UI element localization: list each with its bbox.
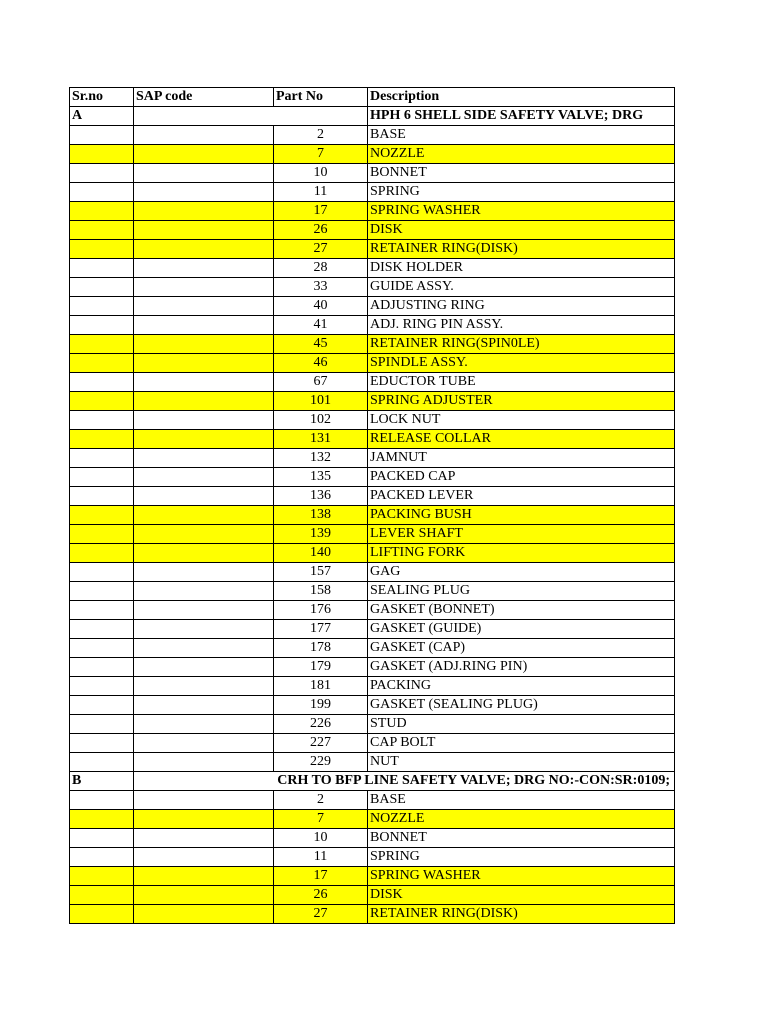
table-row <box>70 506 675 525</box>
sr-no-cell[interactable] <box>70 430 134 449</box>
header-row <box>70 88 675 107</box>
description-cell[interactable]: RETAINER RING(SPIN0LE) <box>368 335 675 354</box>
part-no-cell[interactable]: 46 <box>274 354 368 373</box>
sap-code-cell[interactable] <box>134 525 274 544</box>
table-row <box>70 886 675 905</box>
sr-no-cell[interactable] <box>70 468 134 487</box>
description-cell[interactable]: NOZZLE <box>368 145 675 164</box>
sr-no-cell[interactable] <box>70 620 134 639</box>
sap-code-cell[interactable] <box>134 487 274 506</box>
part-no-cell[interactable]: 131 <box>274 430 368 449</box>
part-no-cell[interactable]: 17 <box>274 202 368 221</box>
header-sap-code[interactable]: SAP code <box>134 88 274 107</box>
table-row <box>70 829 675 848</box>
sap-code-cell[interactable] <box>134 905 274 924</box>
sap-code-cell[interactable] <box>134 392 274 411</box>
part-no-cell[interactable]: 45 <box>274 335 368 354</box>
description-cell[interactable]: LIFTING FORK <box>368 544 675 563</box>
description-cell[interactable]: GASKET (BONNET) <box>368 601 675 620</box>
description-cell[interactable]: SPINDLE ASSY. <box>368 354 675 373</box>
sap-code-cell[interactable] <box>134 563 274 582</box>
part-no-cell[interactable]: 139 <box>274 525 368 544</box>
part-no-cell[interactable]: 27 <box>274 905 368 924</box>
table-row <box>70 734 675 753</box>
part-no-cell[interactable]: 67 <box>274 373 368 392</box>
sr-no-cell[interactable] <box>70 316 134 335</box>
part-no-cell[interactable]: 7 <box>274 145 368 164</box>
part-no-cell[interactable]: 135 <box>274 468 368 487</box>
description-cell[interactable]: GASKET (GUIDE) <box>368 620 675 639</box>
sap-code-cell[interactable] <box>134 354 274 373</box>
sap-code-cell[interactable] <box>134 810 274 829</box>
description-cell[interactable]: STUD <box>368 715 675 734</box>
sap-code-cell[interactable] <box>134 430 274 449</box>
table-row <box>70 753 675 772</box>
part-no-cell[interactable]: 10 <box>274 829 368 848</box>
description-cell[interactable]: PACKED LEVER <box>368 487 675 506</box>
sap-code-cell[interactable] <box>134 468 274 487</box>
part-no-cell[interactable]: 179 <box>274 658 368 677</box>
table-row <box>70 620 675 639</box>
sap-code-cell[interactable] <box>134 639 274 658</box>
table-row <box>70 354 675 373</box>
sr-no-cell[interactable] <box>70 563 134 582</box>
sr-no-cell[interactable] <box>70 848 134 867</box>
sap-code-cell[interactable] <box>134 316 274 335</box>
part-no-cell[interactable]: 17 <box>274 867 368 886</box>
sr-no-cell[interactable] <box>70 867 134 886</box>
sr-no-cell[interactable] <box>70 354 134 373</box>
table-row <box>70 145 675 164</box>
table-row <box>70 658 675 677</box>
header-sr-no[interactable]: Sr.no <box>70 88 134 107</box>
part-no-cell[interactable]: 157 <box>274 563 368 582</box>
sap-code-cell[interactable] <box>134 601 274 620</box>
part-no-cell[interactable]: 140 <box>274 544 368 563</box>
table-row <box>70 905 675 924</box>
table-row <box>70 677 675 696</box>
table-row <box>70 411 675 430</box>
section-sr-cell[interactable]: B <box>70 772 134 791</box>
sr-no-cell[interactable] <box>70 658 134 677</box>
table-row <box>70 867 675 886</box>
part-no-cell[interactable]: 178 <box>274 639 368 658</box>
description-cell[interactable]: LEVER SHAFT <box>368 525 675 544</box>
parts-table-body <box>70 88 675 924</box>
sr-no-cell[interactable] <box>70 145 134 164</box>
sr-no-cell[interactable] <box>70 278 134 297</box>
sr-no-cell[interactable] <box>70 639 134 658</box>
sap-code-cell[interactable] <box>134 829 274 848</box>
sr-no-cell[interactable] <box>70 810 134 829</box>
parts-table <box>69 87 675 924</box>
table-row <box>70 316 675 335</box>
part-no-cell[interactable]: 138 <box>274 506 368 525</box>
table-row <box>70 392 675 411</box>
table-row <box>70 278 675 297</box>
description-cell[interactable]: SEALING PLUG <box>368 582 675 601</box>
sap-code-cell[interactable] <box>134 696 274 715</box>
part-no-cell[interactable]: 41 <box>274 316 368 335</box>
sap-code-cell[interactable] <box>134 202 274 221</box>
sap-code-cell[interactable] <box>134 886 274 905</box>
sr-no-cell[interactable] <box>70 411 134 430</box>
table-row <box>70 848 675 867</box>
table-row <box>70 715 675 734</box>
description-cell[interactable]: PACKING BUSH <box>368 506 675 525</box>
sap-code-cell[interactable] <box>134 297 274 316</box>
description-cell[interactable]: SPRING <box>368 183 675 202</box>
sap-code-cell[interactable] <box>134 183 274 202</box>
sr-no-cell[interactable] <box>70 734 134 753</box>
sap-code-cell[interactable] <box>134 145 274 164</box>
sr-no-cell[interactable] <box>70 297 134 316</box>
part-no-cell[interactable]: 227 <box>274 734 368 753</box>
part-no-cell[interactable]: 132 <box>274 449 368 468</box>
table-row <box>70 525 675 544</box>
description-cell[interactable]: RELEASE COLLAR <box>368 430 675 449</box>
table-row <box>70 126 675 145</box>
description-cell[interactable]: DISK <box>368 221 675 240</box>
part-no-cell[interactable]: 2 <box>274 126 368 145</box>
description-cell[interactable]: NUT <box>368 753 675 772</box>
table-row <box>70 639 675 658</box>
sr-no-cell[interactable] <box>70 886 134 905</box>
sap-code-cell[interactable] <box>134 335 274 354</box>
sap-code-cell[interactable] <box>134 715 274 734</box>
description-cell[interactable]: SPRING WASHER <box>368 867 675 886</box>
sap-code-cell[interactable] <box>134 734 274 753</box>
sap-code-cell[interactable] <box>134 658 274 677</box>
part-no-cell[interactable]: 33 <box>274 278 368 297</box>
sap-code-cell[interactable] <box>134 620 274 639</box>
description-cell[interactable]: BASE <box>368 791 675 810</box>
description-cell[interactable]: SPRING WASHER <box>368 202 675 221</box>
table-row <box>70 582 675 601</box>
sr-no-cell[interactable] <box>70 373 134 392</box>
table-row <box>70 373 675 392</box>
sap-code-cell[interactable] <box>134 753 274 772</box>
sr-no-cell[interactable] <box>70 677 134 696</box>
sr-no-cell[interactable] <box>70 449 134 468</box>
description-cell[interactable]: LOCK NUT <box>368 411 675 430</box>
description-cell[interactable]: SPRING <box>368 848 675 867</box>
sr-no-cell[interactable] <box>70 525 134 544</box>
sap-code-cell[interactable] <box>134 411 274 430</box>
description-cell[interactable]: SPRING ADJUSTER <box>368 392 675 411</box>
sr-no-cell[interactable] <box>70 335 134 354</box>
sr-no-cell[interactable] <box>70 506 134 525</box>
sr-no-cell[interactable] <box>70 905 134 924</box>
sap-code-cell[interactable] <box>134 164 274 183</box>
description-cell[interactable]: GAG <box>368 563 675 582</box>
sap-code-cell[interactable] <box>134 848 274 867</box>
header-part-no[interactable]: Part No <box>274 88 368 107</box>
description-cell[interactable]: PACKING <box>368 677 675 696</box>
sr-no-cell[interactable] <box>70 829 134 848</box>
sr-no-cell[interactable] <box>70 601 134 620</box>
sap-code-cell[interactable] <box>134 791 274 810</box>
description-cell[interactable]: ADJ. RING PIN ASSY. <box>368 316 675 335</box>
description-cell[interactable]: CAP BOLT <box>368 734 675 753</box>
description-cell[interactable]: DISK <box>368 886 675 905</box>
table-row <box>70 259 675 278</box>
sr-no-cell[interactable] <box>70 392 134 411</box>
description-cell[interactable]: DISK HOLDER <box>368 259 675 278</box>
part-no-cell[interactable]: 28 <box>274 259 368 278</box>
sr-no-cell[interactable] <box>70 164 134 183</box>
part-no-cell[interactable]: 7 <box>274 810 368 829</box>
sap-code-cell[interactable] <box>134 278 274 297</box>
part-no-cell[interactable]: 40 <box>274 297 368 316</box>
sap-code-cell[interactable] <box>134 373 274 392</box>
table-row <box>70 696 675 715</box>
table-row <box>70 563 675 582</box>
description-cell[interactable]: EDUCTOR TUBE <box>368 373 675 392</box>
sap-code-cell[interactable] <box>134 240 274 259</box>
sap-code-cell[interactable] <box>134 126 274 145</box>
sap-code-cell[interactable] <box>134 582 274 601</box>
part-no-cell[interactable]: 102 <box>274 411 368 430</box>
sr-no-cell[interactable] <box>70 582 134 601</box>
table-row <box>70 240 675 259</box>
sap-code-cell[interactable] <box>134 867 274 886</box>
table-row <box>70 430 675 449</box>
part-no-cell[interactable]: 10 <box>274 164 368 183</box>
table-row <box>70 487 675 506</box>
part-no-cell[interactable]: 229 <box>274 753 368 772</box>
part-no-cell[interactable]: 27 <box>274 240 368 259</box>
sr-no-cell[interactable] <box>70 240 134 259</box>
description-cell[interactable]: GASKET (ADJ.RING PIN) <box>368 658 675 677</box>
sr-no-cell[interactable] <box>70 696 134 715</box>
description-cell[interactable]: BONNET <box>368 164 675 183</box>
part-no-cell[interactable]: 11 <box>274 848 368 867</box>
description-cell[interactable]: JAMNUT <box>368 449 675 468</box>
table-row <box>70 183 675 202</box>
sr-no-cell[interactable] <box>70 126 134 145</box>
sap-code-cell[interactable] <box>134 449 274 468</box>
sr-no-cell[interactable] <box>70 791 134 810</box>
sap-code-cell[interactable] <box>134 259 274 278</box>
table-row <box>70 335 675 354</box>
part-no-cell[interactable]: 26 <box>274 221 368 240</box>
section-sr-cell[interactable]: A <box>70 107 134 126</box>
part-no-cell[interactable]: 101 <box>274 392 368 411</box>
description-cell[interactable]: BASE <box>368 126 675 145</box>
sap-code-cell[interactable] <box>134 221 274 240</box>
sr-no-cell[interactable] <box>70 753 134 772</box>
section-sap-cell[interactable] <box>134 107 368 126</box>
description-cell[interactable]: BONNET <box>368 829 675 848</box>
table-row <box>70 297 675 316</box>
table-row <box>70 449 675 468</box>
sap-code-cell[interactable] <box>134 506 274 525</box>
table-row <box>70 544 675 563</box>
description-cell[interactable]: GUIDE ASSY. <box>368 278 675 297</box>
part-no-cell[interactable]: 199 <box>274 696 368 715</box>
section-header-row <box>70 772 675 791</box>
sr-no-cell[interactable] <box>70 715 134 734</box>
table-row <box>70 202 675 221</box>
description-cell[interactable]: ADJUSTING RING <box>368 297 675 316</box>
part-no-cell[interactable]: 2 <box>274 791 368 810</box>
description-cell[interactable]: GASKET (CAP) <box>368 639 675 658</box>
part-no-cell[interactable]: 136 <box>274 487 368 506</box>
header-description[interactable]: Description <box>368 88 675 107</box>
sr-no-cell[interactable] <box>70 183 134 202</box>
part-no-cell[interactable]: 158 <box>274 582 368 601</box>
description-cell[interactable]: PACKED CAP <box>368 468 675 487</box>
description-cell[interactable]: NOZZLE <box>368 810 675 829</box>
section-title-cell[interactable]: CRH TO BFP LINE SAFETY VALVE; DRG NO:-CON:SR:0109; <box>134 772 675 791</box>
sr-no-cell[interactable] <box>70 202 134 221</box>
sap-code-cell[interactable] <box>134 544 274 563</box>
section-title-cell[interactable]: HPH 6 SHELL SIDE SAFETY VALVE; DRG <box>368 107 675 126</box>
section-header-row <box>70 107 675 126</box>
part-no-cell[interactable]: 226 <box>274 715 368 734</box>
part-no-cell[interactable]: 26 <box>274 886 368 905</box>
part-no-cell[interactable]: 181 <box>274 677 368 696</box>
part-no-cell[interactable]: 11 <box>274 183 368 202</box>
sr-no-cell[interactable] <box>70 544 134 563</box>
description-cell[interactable]: RETAINER RING(DISK) <box>368 905 675 924</box>
part-no-cell[interactable]: 177 <box>274 620 368 639</box>
table-row <box>70 601 675 620</box>
sr-no-cell[interactable] <box>70 487 134 506</box>
part-no-cell[interactable]: 176 <box>274 601 368 620</box>
table-row <box>70 810 675 829</box>
table-row <box>70 164 675 183</box>
sr-no-cell[interactable] <box>70 221 134 240</box>
table-row <box>70 468 675 487</box>
sr-no-cell[interactable] <box>70 259 134 278</box>
table-row <box>70 791 675 810</box>
sap-code-cell[interactable] <box>134 677 274 696</box>
description-cell[interactable]: GASKET (SEALING PLUG) <box>368 696 675 715</box>
description-cell[interactable]: RETAINER RING(DISK) <box>368 240 675 259</box>
table-row <box>70 221 675 240</box>
